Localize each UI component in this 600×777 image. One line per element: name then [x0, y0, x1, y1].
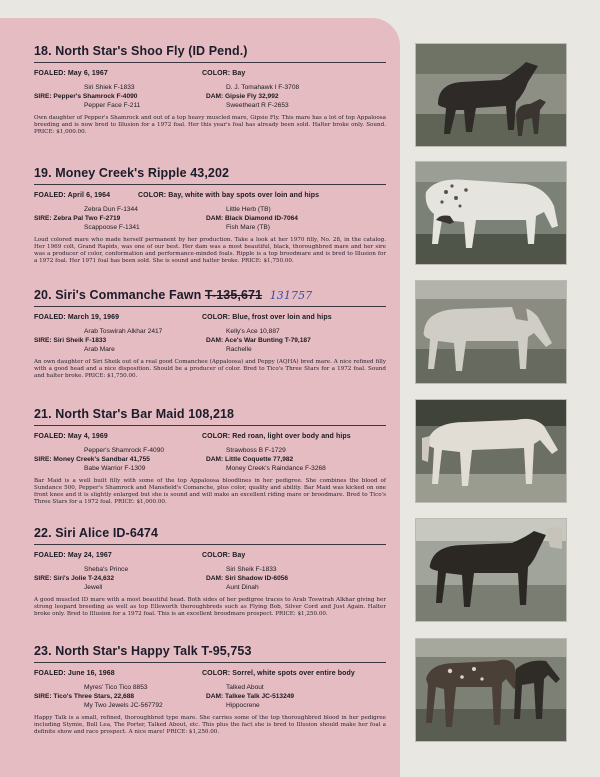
- foaled-date: FOALED: May 4, 1969: [34, 433, 108, 440]
- divider: [34, 62, 386, 63]
- dam-dam: Sweetheart R F-2653: [226, 102, 289, 109]
- color-text: COLOR: Bay, white with bay spots over loin and hips: [138, 192, 320, 199]
- divider: [34, 544, 386, 545]
- dam: DAM: Ace's War Bunting T-79,187: [206, 337, 311, 344]
- pedigree: [34, 191, 386, 232]
- dam-dam: Money Creek's Raindance F-3268: [226, 465, 326, 472]
- entry-title: 19. Money Creek's Ripple 43,202: [34, 166, 230, 180]
- dam-sire: Kelly's Ace 10,887: [226, 328, 280, 335]
- entry-description: A good muscled ID mare with a most beautiful head. Both sides of her pedigree traces to Arab Toswirah Alkhar giving her strong leopard breeding as well as top Ellsworth thoroughbreds such as Flying Bob, Silver Cord and Just Again. Halter broke only. Bred to Illusion for a 1972 foal. This is an excellent broodmare prospect. PRICE: $1,250.00.: [34, 597, 386, 617]
- sire-dam: Jewell: [84, 584, 103, 591]
- entry-23: [34, 644, 386, 736]
- foaled-date: FOALED: May 6, 1967: [34, 70, 108, 77]
- dam-dam: Rachelle: [226, 346, 252, 353]
- entry-title-row: [34, 288, 386, 302]
- horse-photo-18: [415, 43, 567, 147]
- sire-sire: Sheba's Prince: [84, 566, 129, 573]
- sire: SIRE: Siri's Jolie T-24,632: [34, 575, 114, 582]
- entry-description: Loud colored mare who made herself permanent by her production. Take a look at her 1970 filly, No. 28, in the catalog. Her 1969 colt, Grand Rapids, was one of our best. Her dam was a most beautiful, black, thoroughbred mare and her sire was a producer of color, conformation and performance-minded foals. Ripple is a top broodmare and is bred to Illusion for a 1972 foal. Her 1971 foal has been sold. She is sound and halter broke. PRICE: $1,750.00.: [34, 237, 386, 264]
- color-text: COLOR: Sorrel, white spots over entire body: [202, 670, 355, 677]
- entry-title: 18. North Star's Shoo Fly (ID Pend.): [34, 44, 248, 58]
- dam-sire: D. J. Tomahawk I F-3708: [226, 84, 300, 91]
- dam-sire: Strawboss B F-1729: [226, 447, 286, 454]
- dam-sire: Little Herb (TB): [226, 206, 271, 213]
- divider: [34, 306, 386, 307]
- sire-sire: Myres' Tico Tico 8853: [84, 684, 148, 691]
- sire-dam: My Two Jewels JC-567792: [84, 702, 163, 709]
- horse-photo-22: [415, 518, 567, 622]
- entry-18: [34, 44, 386, 136]
- pedigree: [34, 432, 386, 473]
- entry-title: 21. North Star's Bar Maid 108,218: [34, 407, 235, 421]
- entry-description: Own daughter of Pepper's Shamrock and out of a top heavy muscled mare, Gipsie Fly. This mare has a lot of top Appaloosa breeding and is now bred to Illusion for a 1972 foal. Her this year's foal has already been sold. Halter broke only. Sound. PRICE: $1,000.00.: [34, 115, 386, 135]
- dam-dam: Fish Mare (TB): [226, 224, 270, 231]
- horse-photo-19: [415, 161, 567, 265]
- sire: SIRE: Tico's Three Stars, 22,688: [34, 693, 135, 700]
- horse-photo-21: [415, 399, 567, 503]
- sire: SIRE: Pepper's Shamrock F-4090: [34, 93, 138, 100]
- sire-dam: Babe Warrior F-1309: [84, 465, 146, 472]
- dam: DAM: Little Coquette 77,982: [206, 456, 294, 463]
- handwritten-number: 131757: [269, 289, 313, 302]
- entry-21: [34, 407, 386, 506]
- entry-title: 23. North Star's Happy Talk T-95,753: [34, 644, 252, 658]
- sire-sire: Siri Shiek F-1833: [84, 84, 135, 91]
- dam-dam: Aunt Dinah: [226, 584, 259, 591]
- foaled-date: FOALED: June 16, 1968: [34, 670, 115, 677]
- color-text: COLOR: Bay: [202, 70, 246, 77]
- color-text: COLOR: Blue, frost over loin and hips: [202, 314, 332, 321]
- foaled-date: FOALED: April 6, 1964: [34, 192, 111, 199]
- color-text: COLOR: Red roan, light over body and hips: [202, 433, 351, 440]
- foaled-date: FOALED: March 19, 1969: [34, 314, 120, 321]
- sire-dam: Scappoose F-1341: [84, 224, 140, 231]
- divider: [34, 425, 386, 426]
- dam-sire: Siri Sheik F-1833: [226, 566, 277, 573]
- entry-description: Happy Talk is a small, refined, thoroughbred type mare. She carries some of the top thoroughbred blood in her pedigree including Stymie, Bull Lea, The Porter, Talked About, etc. This plus the fact she is bred to Illusion should make her foal a definite show and race prospect. A nice mare! PRICE: $1,250.00.: [34, 715, 386, 735]
- dam: DAM: Siri Shadow ID-6056: [206, 575, 289, 582]
- entry-22: [34, 526, 386, 618]
- divider: [34, 662, 386, 663]
- sire: SIRE: Money Creek's Sandbar 41,755: [34, 456, 150, 463]
- entry-title: 20. Siri's Commanche Fawn: [34, 288, 202, 302]
- sire: SIRE: Zebra Pal Two F-2719: [34, 215, 121, 222]
- pedigree: [34, 669, 386, 710]
- sire-sire: Zebra Dun F-1344: [84, 206, 138, 213]
- pedigree: [34, 551, 386, 592]
- entry-description: Bar Maid is a well built filly with some of the top Appaloosa bloodlines in her pedigree. She combines the blood of Sundance 500, Pepper's Shamrock and Mansfield's Comanche, plus color, quality and ability. Bar Maid was kicked on one front knee and it is slightly enlarged but she is sound and will make an excellent riding mare or broodmare. Bred to Tico's Three Stars for a 1972 foal. PRICE: $1,000.00.: [34, 478, 386, 505]
- sire-dam: Arab Mare: [84, 346, 115, 353]
- dam-sire: Talked About: [226, 684, 264, 691]
- dam: DAM: Gipsie Fly 32,992: [206, 93, 279, 100]
- sire-sire: Pepper's Shamrock F-4090: [84, 447, 165, 454]
- color-text: COLOR: Bay: [202, 552, 246, 559]
- entry-title: 22. Siri Alice ID-6474: [34, 526, 159, 540]
- horse-photo-23: [415, 638, 567, 742]
- sire-dam: Pepper Face F-211: [84, 102, 141, 109]
- dam-dam: Hippocrene: [226, 702, 260, 709]
- sire-sire: Arab Toswirah Alkhar 2417: [84, 328, 163, 335]
- dam: DAM: Black Diamond ID-7064: [206, 215, 298, 222]
- divider: [34, 184, 386, 185]
- sire: SIRE: Siri Sheik F-1833: [34, 337, 107, 344]
- entry-description: An own daughter of Siri Sheik out of a real good Comanchee (Appaloosa) and Peppy (AQHA) bred mare. A nice refined filly with a good head and a nice disposition. Should be a producer of color. Bred to Tico's Three Stars for a 1972 foal. Sound and halter broke. PRICE: $1,750.00.: [34, 359, 386, 379]
- entry-20: [34, 288, 386, 380]
- foaled-date: FOALED: May 24, 1967: [34, 552, 112, 559]
- horse-photo-20: [415, 280, 567, 384]
- pedigree: [34, 69, 386, 110]
- struck-registration-number: T-135,671: [204, 288, 263, 302]
- dam: DAM: Talkee Talk JC-513249: [206, 693, 295, 700]
- entry-19: [34, 166, 386, 265]
- pedigree: [34, 313, 386, 354]
